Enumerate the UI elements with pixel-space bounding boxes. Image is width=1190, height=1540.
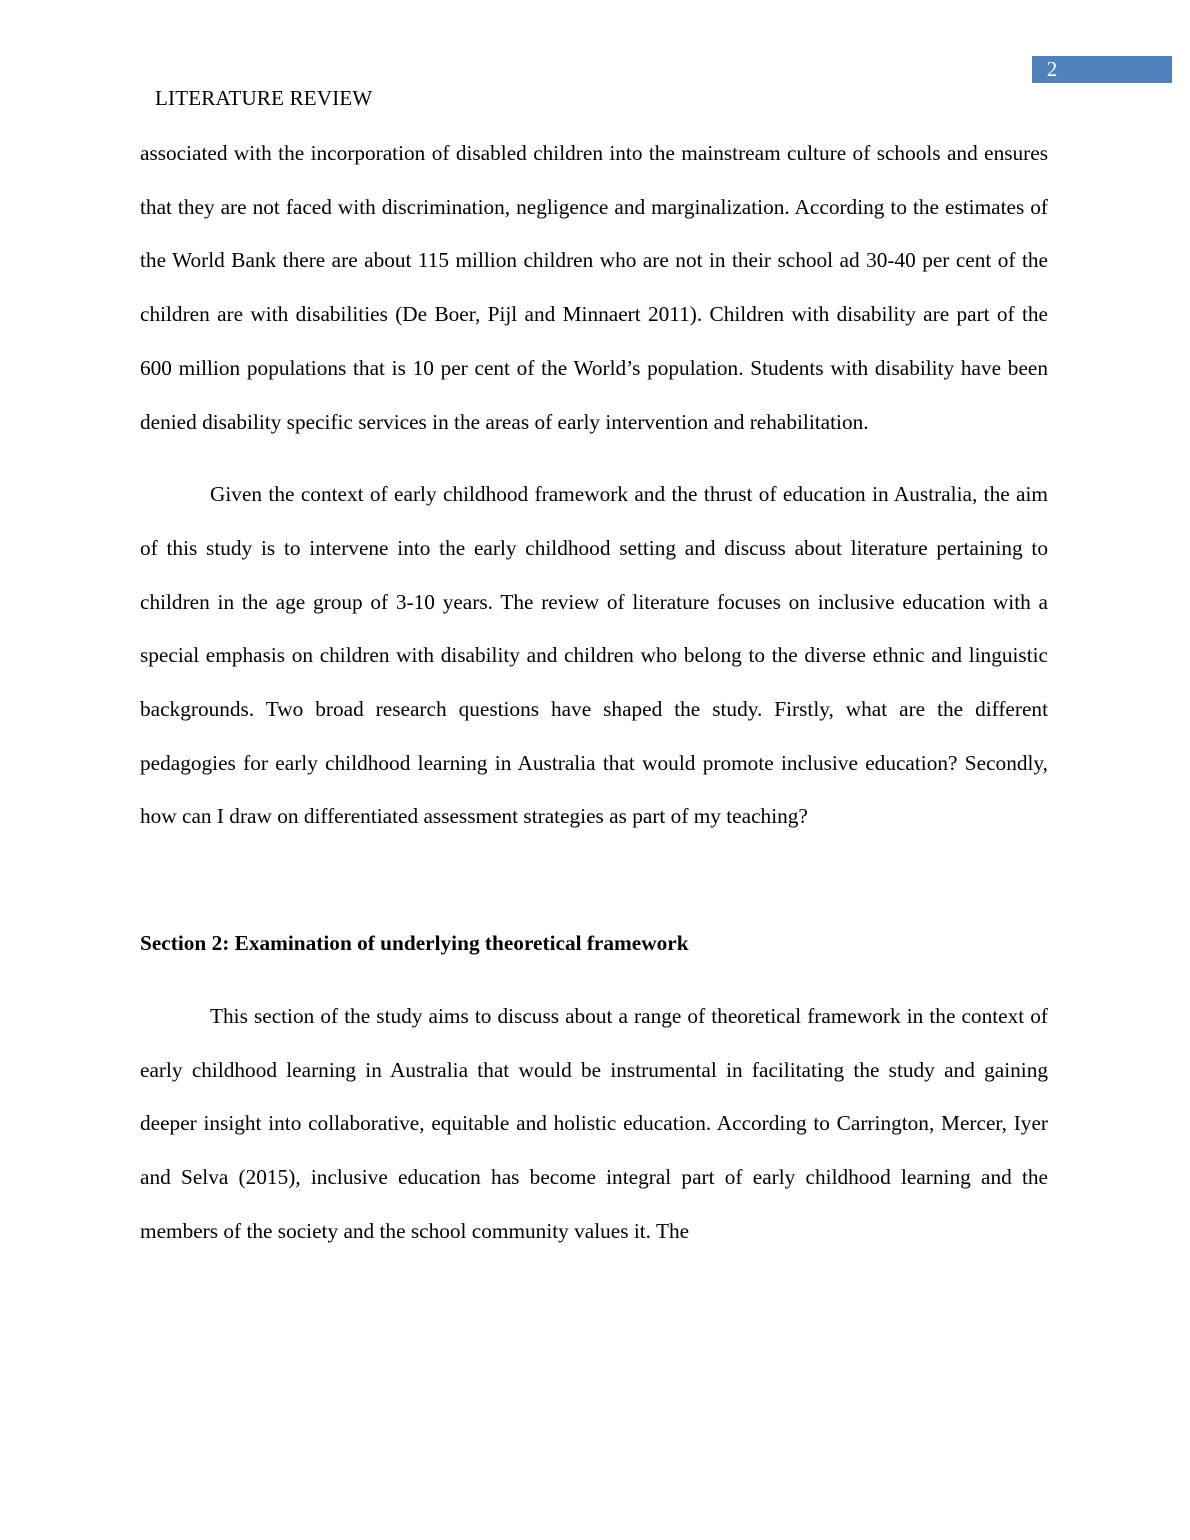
paragraph-2: Given the context of early childhood framework and the thrust of education in Australia, the aim of this study is to intervene into the early childhood setting and discuss about literature pertaining to children in the age group of 3-10 years. The review of literature focuses on inclusive education with a special emphasis on children with disability and children who belong to the diverse ethnic and linguistic backgrounds. Two broad research questions have shaped the study. Firstly, what are the different pedagogies for early childhood learning in Australia that would promote inclusive education? Secondly, how can I draw on differentiated assessment strategies as part of my teaching?	[140, 482, 1048, 829]
running-head: LITERATURE REVIEW	[155, 86, 373, 110]
page-number-box	[1032, 56, 1172, 83]
paragraph-3: This section of the study aims to discuss about a range of theoretical framework in the context of early childhood learning in Australia that would be instrumental in facilitating the study and gaining deeper insight into collaborative, equitable and holistic education. According to Carrington, Mercer, Iyer and Selva (2015), inclusive education has become integral part of early childhood learning and the members of the society and the school community values it. The	[140, 1003, 1048, 1243]
section-heading: Section 2: Examination of underlying theoretical framework	[140, 931, 689, 956]
paragraph-1: associated with the incorporation of disabled children into the mainstream culture of schools and ensures that they are not faced with discrimination, negligence and marginalization. According to the estimates of the World Bank there are about 115 million children who are not in their school ad 30-40 per cent of the children are with disabilities (De Boer, Pijl and Minnaert 2011). Children with disability are part of the 600 million populations that is 10 per cent of the World’s population. Students with disability have been denied disability specific services in the areas of early intervention and rehabilitation.	[140, 141, 1048, 434]
page-number: 2	[1046, 57, 1058, 81]
document-body	[140, 127, 1048, 1258]
